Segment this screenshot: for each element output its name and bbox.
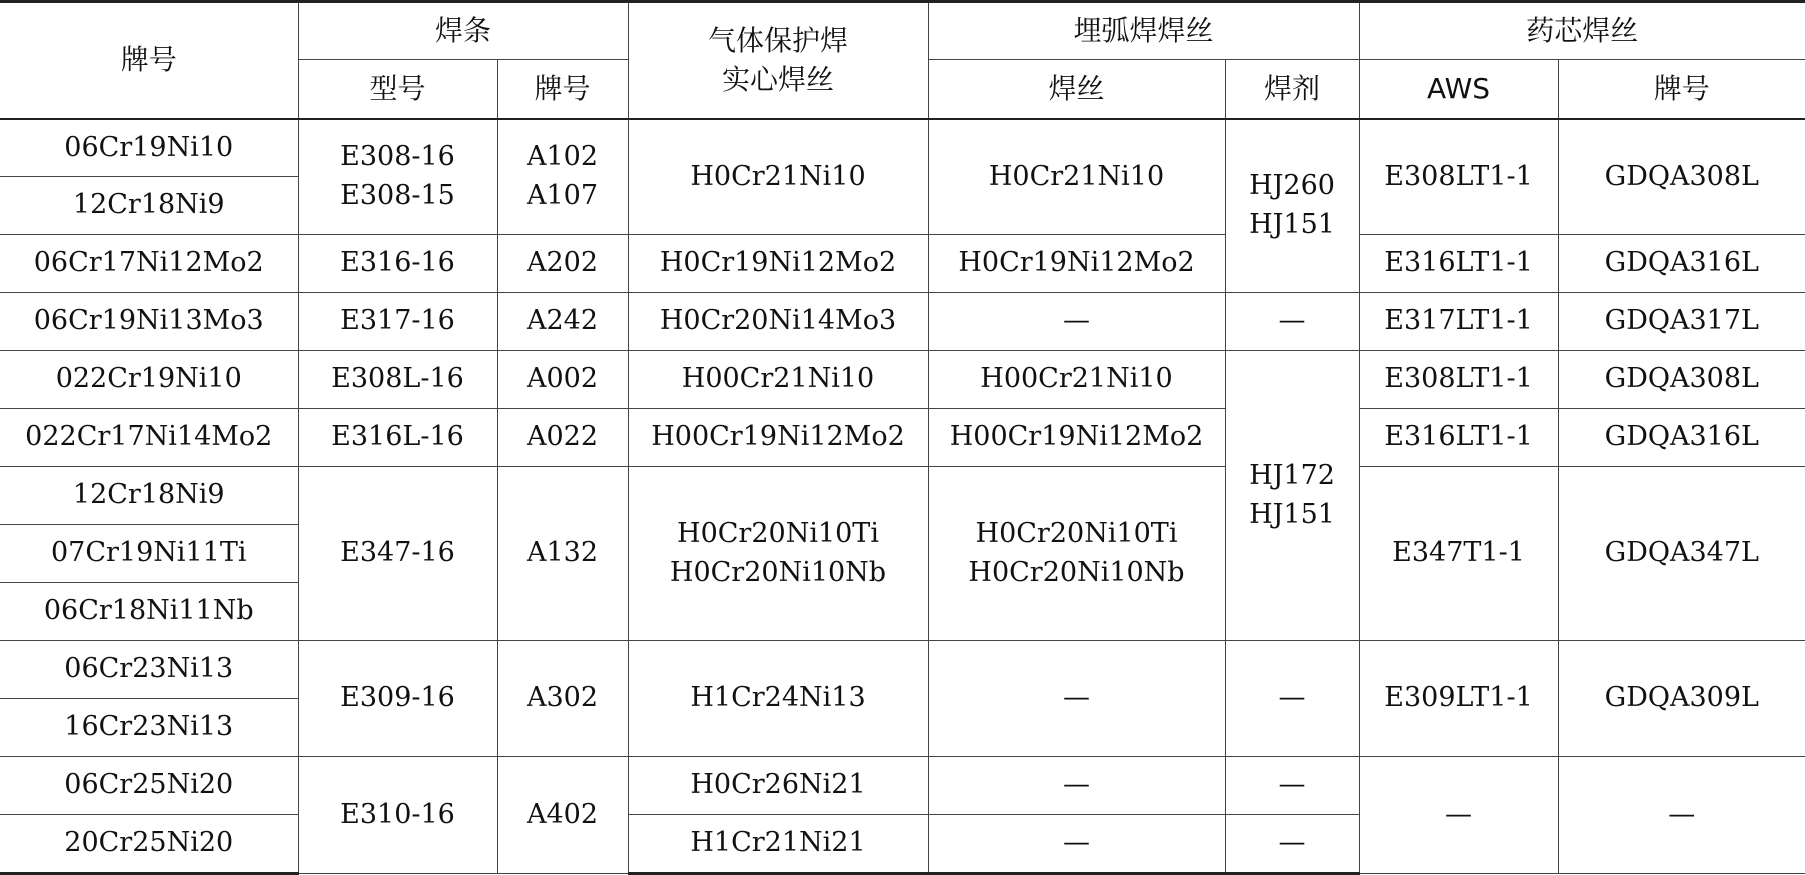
saw-flux-value: HJ260 — [1249, 170, 1335, 202]
saw-flux-cell: — — [1225, 815, 1359, 874]
gas-wire-value: H0Cr20Ni10Ti — [677, 518, 879, 550]
saw-wire-cell: — — [928, 815, 1225, 874]
fcw-grade-cell: GDQA316L — [1558, 409, 1805, 467]
electrode-type-cell: E316-16 — [298, 235, 497, 293]
electrode-grade-cell: A022 — [497, 409, 628, 467]
fcw-grade-cell: GDQA309L — [1558, 641, 1805, 757]
fcw-grade-cell: GDQA308L — [1558, 119, 1805, 235]
fcw-grade-cell: GDQA308L — [1558, 351, 1805, 409]
header-saw-flux: 焊剂 — [1225, 60, 1359, 119]
grade-cell: 06Cr23Ni13 — [0, 641, 298, 699]
electrode-grade-value: A102 — [526, 141, 599, 173]
electrode-type-cell: E310-16 — [298, 757, 497, 874]
grade-cell: 022Cr17Ni14Mo2 — [0, 409, 298, 467]
electrode-grade-cell: A402 — [497, 757, 628, 874]
aws-cell: — — [1359, 757, 1558, 874]
aws-cell: E308LT1-1 — [1359, 351, 1558, 409]
electrode-type-value: E308-16 — [340, 141, 455, 173]
saw-wire-cell: H0Cr19Ni12Mo2 — [928, 235, 1225, 293]
saw-flux-cell — [1225, 351, 1359, 641]
table-row — [0, 467, 1805, 525]
gas-wire-cell: H0Cr21Ni10 — [628, 119, 928, 235]
fcw-grade-cell: GDQA317L — [1558, 293, 1805, 351]
electrode-type-cell: E308L-16 — [298, 351, 497, 409]
saw-wire-cell: — — [928, 641, 1225, 757]
gas-wire-cell: H1Cr21Ni21 — [628, 815, 928, 874]
fcw-grade-cell: GDQA316L — [1558, 235, 1805, 293]
table-row — [0, 235, 1805, 293]
saw-wire-cell: — — [928, 293, 1225, 351]
header-electrode: 焊条 — [298, 2, 628, 60]
header-gas-line2: 实心焊丝 — [722, 63, 835, 97]
electrode-type-cell: E316L-16 — [298, 409, 497, 467]
gas-wire-cell: H0Cr26Ni21 — [628, 757, 928, 815]
electrode-grade-cell: A302 — [497, 641, 628, 757]
grade-cell: 06Cr17Ni12Mo2 — [0, 235, 298, 293]
table-row — [0, 351, 1805, 409]
saw-flux-cell: — — [1225, 757, 1359, 815]
header-aws: AWS — [1359, 60, 1558, 119]
electrode-type-cell: E317-16 — [298, 293, 497, 351]
aws-cell: E347T1-1 — [1359, 467, 1558, 641]
gas-wire-cell: H0Cr20Ni14Mo3 — [628, 293, 928, 351]
table-row — [0, 757, 1805, 815]
table-row — [0, 641, 1805, 699]
grade-cell: 06Cr19Ni13Mo3 — [0, 293, 298, 351]
electrode-grade-cell: A242 — [497, 293, 628, 351]
gas-wire-cell: H1Cr24Ni13 — [628, 641, 928, 757]
gas-wire-value: H0Cr20Ni10Nb — [669, 556, 887, 588]
electrode-grade-cell: A132 — [497, 467, 628, 641]
header-gas-line1: 气体保护焊 — [708, 23, 849, 57]
fcw-grade-cell: GDQA347L — [1558, 467, 1805, 641]
aws-cell: E316LT1-1 — [1359, 235, 1558, 293]
aws-cell: E316LT1-1 — [1359, 409, 1558, 467]
header-flux-cored-wire: 药芯焊丝 — [1359, 2, 1805, 60]
header-gas-shielded-wire — [628, 2, 928, 119]
grade-cell: 12Cr18Ni9 — [0, 177, 298, 235]
electrode-grade-cell: A002 — [497, 351, 628, 409]
gas-wire-cell: H00Cr19Ni12Mo2 — [628, 409, 928, 467]
aws-cell: E317LT1-1 — [1359, 293, 1558, 351]
grade-cell: 20Cr25Ni20 — [0, 815, 298, 874]
grade-cell: 022Cr19Ni10 — [0, 351, 298, 409]
header-electrode-type: 型号 — [298, 60, 497, 119]
saw-wire-cell: — — [928, 757, 1225, 815]
saw-flux-cell: — — [1225, 641, 1359, 757]
aws-cell: E309LT1-1 — [1359, 641, 1558, 757]
table-row — [0, 119, 1805, 177]
electrode-type-cell: E309-16 — [298, 641, 497, 757]
saw-flux-cell: — — [1225, 293, 1359, 351]
saw-wire-cell: H00Cr19Ni12Mo2 — [928, 409, 1225, 467]
grade-cell: 06Cr19Ni10 — [0, 119, 298, 177]
table-row — [0, 293, 1805, 351]
header-row — [0, 2, 1805, 60]
header-saw: 埋弧焊焊丝 — [928, 2, 1359, 60]
gas-wire-cell — [628, 467, 928, 641]
electrode-grade-cell — [497, 119, 628, 235]
grade-cell: 16Cr23Ni13 — [0, 699, 298, 757]
gas-wire-cell: H0Cr19Ni12Mo2 — [628, 235, 928, 293]
header-fcw-grade: 牌号 — [1558, 60, 1805, 119]
header-electrode-grade: 牌号 — [497, 60, 628, 119]
electrode-type-value: E308-15 — [340, 179, 455, 211]
saw-flux-cell — [1225, 119, 1359, 293]
header-saw-wire: 焊丝 — [928, 60, 1225, 119]
saw-flux-value: HJ151 — [1249, 498, 1335, 530]
saw-wire-cell — [928, 467, 1225, 641]
header-grade: 牌号 — [0, 2, 298, 119]
fcw-grade-cell: — — [1558, 757, 1805, 874]
grade-cell: 12Cr18Ni9 — [0, 467, 298, 525]
saw-wire-cell: H00Cr21Ni10 — [928, 351, 1225, 409]
saw-flux-value: HJ151 — [1249, 208, 1335, 240]
aws-cell: E308LT1-1 — [1359, 119, 1558, 235]
electrode-type-cell: E347-16 — [298, 467, 497, 641]
saw-flux-value: HJ172 — [1249, 460, 1335, 492]
gas-wire-cell: H00Cr21Ni10 — [628, 351, 928, 409]
electrode-type-cell — [298, 119, 497, 235]
saw-wire-value: H0Cr20Ni10Ti — [975, 518, 1178, 550]
electrode-grade-cell: A202 — [497, 235, 628, 293]
grade-cell: 06Cr25Ni20 — [0, 757, 298, 815]
saw-wire-value: H0Cr20Ni10Nb — [968, 556, 1185, 588]
saw-wire-cell: H0Cr21Ni10 — [928, 119, 1225, 235]
grade-cell: 07Cr19Ni11Ti — [0, 525, 298, 583]
table-row — [0, 409, 1805, 467]
electrode-grade-value: A107 — [526, 179, 599, 211]
grade-cell: 06Cr18Ni11Nb — [0, 583, 298, 641]
